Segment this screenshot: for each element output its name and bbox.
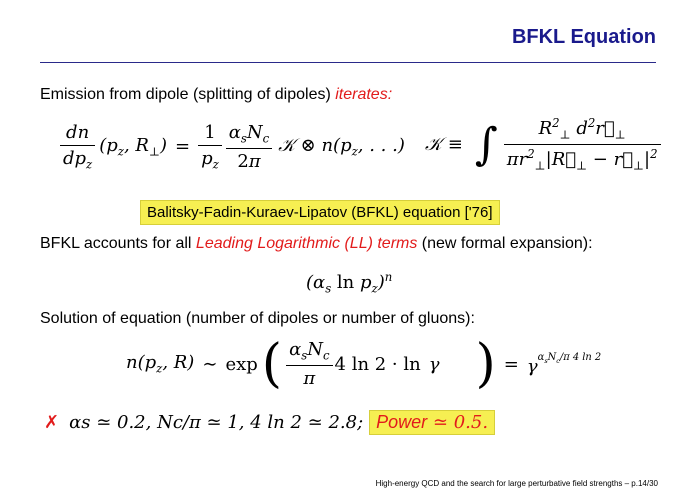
equation-dn-dpz: $\frac{dn}{dp_z}$ ($p_z$, $R_\perp$) = $\frac{1}{p_z}$ $\frac{\alpha_sN_c}{2\pi}$ 𝒦 ⊗ $n(p_z$, . . .)	[60, 122, 405, 172]
line-solution: Solution of equation (number of dipoles or number of gluons):	[40, 310, 475, 327]
line-ll-terms	[40, 235, 593, 253]
line-ll-red: Leading Logarithmic (LL) terms	[195, 235, 418, 252]
footer: High-energy QCD and the search for large perturbative field strengths – p.14/30	[375, 479, 658, 488]
equation-expansion: ($\alpha_s$ $\ln p_z)^n$	[306, 270, 393, 296]
integral-sign: ∫	[474, 118, 498, 170]
line-values	[44, 410, 495, 435]
fraction-alpha-nc: $\frac{\alpha_sN_c}{2\pi}$	[226, 122, 272, 172]
power-highlight	[369, 410, 495, 435]
line-ll-text-b: (new formal expansion):	[417, 235, 593, 252]
power-value: ≃ 0.5.	[432, 412, 489, 433]
title-rule	[40, 62, 656, 63]
fraction-exponent: $\frac{\alpha_sN_c}{\pi}$	[286, 339, 332, 389]
line-emission	[40, 86, 392, 104]
fraction-one-pz: $\frac{1}{p_z}$	[198, 122, 222, 172]
line-emission-text: Emission from dipole (splitting of dipoles)	[40, 86, 336, 103]
line-emission-red: iterates:	[335, 86, 393, 103]
power-label: Power	[376, 412, 428, 432]
values-text: αs ≃ 0.2, Nc/π ≃ 1, 4 ln 2 ≃ 2.8;	[69, 412, 364, 433]
bfkl-banner: Balitsky-Fadin-Kuraev-Lipatov (BFKL) equation ['76]	[140, 200, 500, 225]
fraction-kernel: $\frac{R^2_\perp d^2r⃗_\perp}{\pi r^2_\perp|R⃗_\perp - r⃗_\perp|^2}$	[504, 116, 661, 172]
slide-title: BFKL Equation	[511, 26, 656, 48]
equation-solution: $n(p_z$, R) ∼ exp ( $\frac{\alpha_sN_c}{\pi}$ 4 ln 2 · ln γ ) = $\gamma^{\alpha_sN_c/\pi 4 ln 2}$	[126, 334, 602, 394]
line-ll-text-a: BFKL accounts for all	[40, 235, 196, 252]
fraction-dn-dpz: $\frac{dn}{dp_z}$	[60, 122, 95, 172]
cross-icon: ✗	[44, 412, 60, 433]
equation-kernel: 𝒦 ≡ ∫ $\frac{R^2_\perp d^2r⃗_\perp}{\pi r^2_\perp|R⃗_\perp - r⃗_\perp|^2}$	[425, 116, 661, 172]
